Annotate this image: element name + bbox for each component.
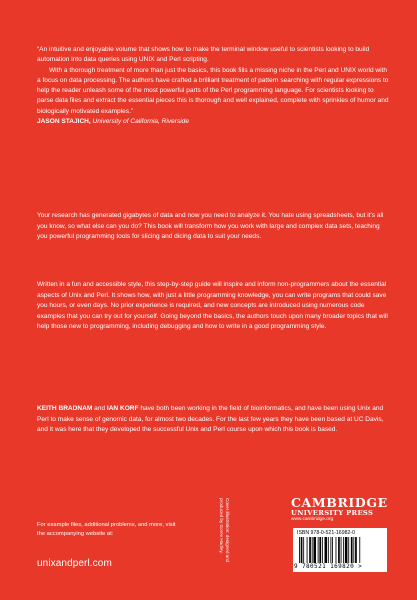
barcode-bar [330,537,331,563]
description-paragraph-2: Written in a fun and accessible style, this step-by-step guide will inspire and inform non-programmers about the essential aspects of Unix and Perl. It shows how, with just a little programming knowledge, you can write programs that could save you hours, or even days. No prior experience is required, and new concepts are introduced using numerous code examples that you can try out for yourself. Going beyond the basics, the authors touch upon many broader topics that will help those new to programming, including debugging and how to write in a good programming style. [37,281,388,331]
barcode-bar [299,537,300,563]
endorsement-quote [37,45,389,127]
barcode-bar [336,537,337,563]
barcode-bar [351,537,353,563]
barcode-bar [348,537,349,563]
barcode-bar [341,537,342,563]
quote-paragraph-1: “An intuitive and enjoyable volume that shows how to make the terminal window useful to scientists looking to build automation into data queries using UNIX and Perl scripting. [37,46,370,64]
barcode-bar [325,537,328,563]
barcode-bar [332,537,333,563]
author-conjunction: and [94,405,106,412]
barcode-bar [343,537,344,563]
barcode-bar [301,537,303,563]
author-bio [37,404,389,436]
barcode-bar [338,537,340,563]
quote-attribution [37,117,389,127]
resources-text: For example files, additional problems, and more, visit the accompanying website at: [37,522,176,538]
quote-author-affiliation: University of California, Riverside [92,118,189,126]
barcode-digits: 9 780521 169820 > [294,563,363,570]
barcode-panel [293,528,387,572]
barcode-bar [322,537,323,563]
barcode-bar [355,537,357,563]
publisher-logo [291,496,387,523]
author-bio-text: have both been working in the field of bioinformatics, and have been using Unix and Perl to make sense of genomic data, for almost two decades. For the last few years they have been based at UC Davis, and it was here that they developed the successful Unix and Perl course upon which this book is based. [37,405,384,434]
barcode-bar [313,537,316,563]
barcode-bar [353,537,354,563]
barcode-bar [318,537,319,563]
publisher-name: CAMBRIDGE [291,495,388,510]
quote-paragraph-2: With a thorough treatment of more than just the basics, this book fills a missing niche in the Perl and UNIX world with a focus on data processing. The authors have crafted a brilliant treatment of pattern searching with regular expressions to help the reader unleash some of the most powerful parts of the Perl programming language. For scientists looking to parse data files and extract the essential pieces this is thorough and well explained, complete with sprinkles of humor and biologically motivated examples.” [37,66,389,115]
website-link[interactable]: unixandperl.com [37,558,112,569]
cover-credit-line-1: Cover illustration: designed and [225,498,230,563]
cover-credit-line-2: produced by Gorev Hadley. [218,498,224,554]
barcode-bar [303,537,304,563]
barcode-bar [307,537,308,563]
barcode-bar [328,537,329,563]
isbn-text: ISBN 978-0-521-16982-0 [297,530,355,536]
author-2-name: IAN KORF [106,405,139,412]
barcode-bar [309,537,311,563]
quote-author-name: JASON STAJICH, [37,118,91,126]
author-1-name: KEITH BRADNAM [37,405,93,412]
barcode-icon [299,537,383,563]
barcode-bar [359,537,360,563]
barcode-bar [345,537,348,563]
barcode-bar [312,537,313,563]
publisher-url: www.cambridge.org [291,517,334,522]
barcode-bar [319,537,321,563]
description-paragraph-1: Your research has generated gigabytes of data and now you need to analyze it. You hate using spreadsheets, but it's all you know, so what else can you do? This book will transform how you work with large and complex data sets, teaching you powerful programming tools for slicing and dicing data to suit your needs. [37,212,384,241]
cover-credit [216,498,230,584]
publisher-press: UNIVERSITY PRESS [291,509,374,517]
